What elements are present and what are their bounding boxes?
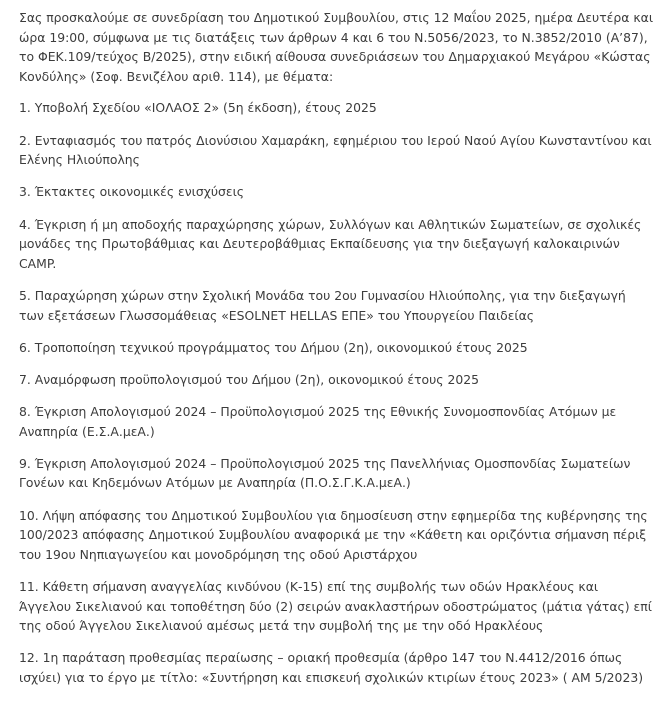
agenda-item: 3. Έκτακτες οικονομικές ενισχύσεις bbox=[19, 184, 245, 200]
agenda-item: 2. Ενταφιασμός του πατρός Διονύσιου Χαμαράκη, εφημέριου του Ιερού Ναού Αγίου Κωνσταντίνου και Ελένης Ηλιούπολης bbox=[19, 132, 652, 168]
agenda-item: 7. Αναμόρφωση προϋπολογισμού του Δήμου (2η), οικονομικού έτους 2025 bbox=[19, 371, 480, 387]
agenda-item: 1. Υποβολή Σχεδίου «ΙΟΛΑΟΣ 2» (5η έκδοση), έτους 2025 bbox=[19, 100, 377, 116]
invitation-paragraph: Σας προσκαλούμε σε συνεδρίαση του Δημοτικού Συμβουλίου, στις 12 Μαΐου 2025, ημέρα Δευτέρα και ώρα 19:00, σύμφωνα με τις διατάξεις των άρθρων 4 και 6 του Ν.5056/2023, το Ν.3852/2010 (Α’87), το ΦΕΚ.109/τεύχος Β/2025), στην ειδική αίθουσα συνεδριάσεων του Δημαρχιακού Μεγάρου «Κώστας Κονδύλης» (Σοφ. Βενιζέλου αριθ. 114), με θέματα: bbox=[19, 10, 654, 84]
agenda-item: 11. Κάθετη σήμανση αναγγελίας κινδύνου (Κ-15) επί της συμβολής των οδών Ηρακλέους και Άγγελου Σικελιανού και τοποθέτηση δύο (2) σειρών ανακλαστήρων οδοστρώματος (μάτια γάτας) επί της οδού Άγγελου Σικελιανού αμέσως μετά την συμβολή της με την οδό Ηρακλέους bbox=[19, 579, 652, 634]
agenda-item: 4. Έγκριση ή μη αποδοχής παραχώρησης χώρων, Συλλόγων και Αθλητικών Σωματείων, σε σχολικές μονάδες της Πρωτοβάθμιας και Δευτεροβάθμιας Εκπαίδευσης για την διεξαγωγή καλοκαιρινών CAMP. bbox=[19, 216, 642, 271]
agenda-item: 9. Έγκριση Απολογισμού 2024 – Προϋπολογισμού 2025 της Πανελλήνιας Ομοσπονδίας Σωματείων Γονέων και Κηδεμόνων Ατόμων με Αναπηρία (Π.Ο.Σ.Γ.Κ.Α.μεΑ.) bbox=[19, 455, 631, 491]
agenda-item: 8. Έγκριση Απολογισμού 2024 – Προϋπολογισμού 2025 της Εθνικής Συνομοσπονδίας Ατόμων με Αναπηρία (Ε.Σ.Α.μεΑ.) bbox=[19, 404, 617, 439]
agenda-item: 6. Τροποποίηση τεχνικού προγράμματος του Δήμου (2η), οικονομικού έτους 2025 bbox=[19, 339, 528, 355]
agenda-item: 12. 1η παράταση προθεσμίας περαίωσης – οριακή προθεσμία (άρθρο 147 του Ν.4412/2016 όπως ισχύει) για το έργο με τίτλο: «Συντήρηση και επισκευή σχολικών κτιρίων έτους 2023» ( ΑΜ 5/2023) bbox=[19, 650, 644, 685]
agenda-item: 10. Λήψη απόφασης του Δημοτικού Συμβουλίου για δημοσίευση στην εφημερίδα της κυβέρνησης της 100/2023 απόφασης Δημοτικού Συμβουλίου αναφορικά με την «Κάθετη και οριζόντια σήμανση πέριξ του 19ου Νηπιαγωγείου και μονοδρόμηση της οδού Αριστάρχου bbox=[19, 507, 648, 562]
agenda-list bbox=[19, 98, 653, 687]
agenda-item: 5. Παραχώρηση χώρων στην Σχολική Μονάδα του 2ου Γυμνασίου Ηλιούπολης, για την διεξαγωγή των εξετάσεων Γλωσσομάθειας «ESOLNET HELLAS ΕΠΕ» του Υπουργείου Παιδείας bbox=[19, 287, 626, 323]
